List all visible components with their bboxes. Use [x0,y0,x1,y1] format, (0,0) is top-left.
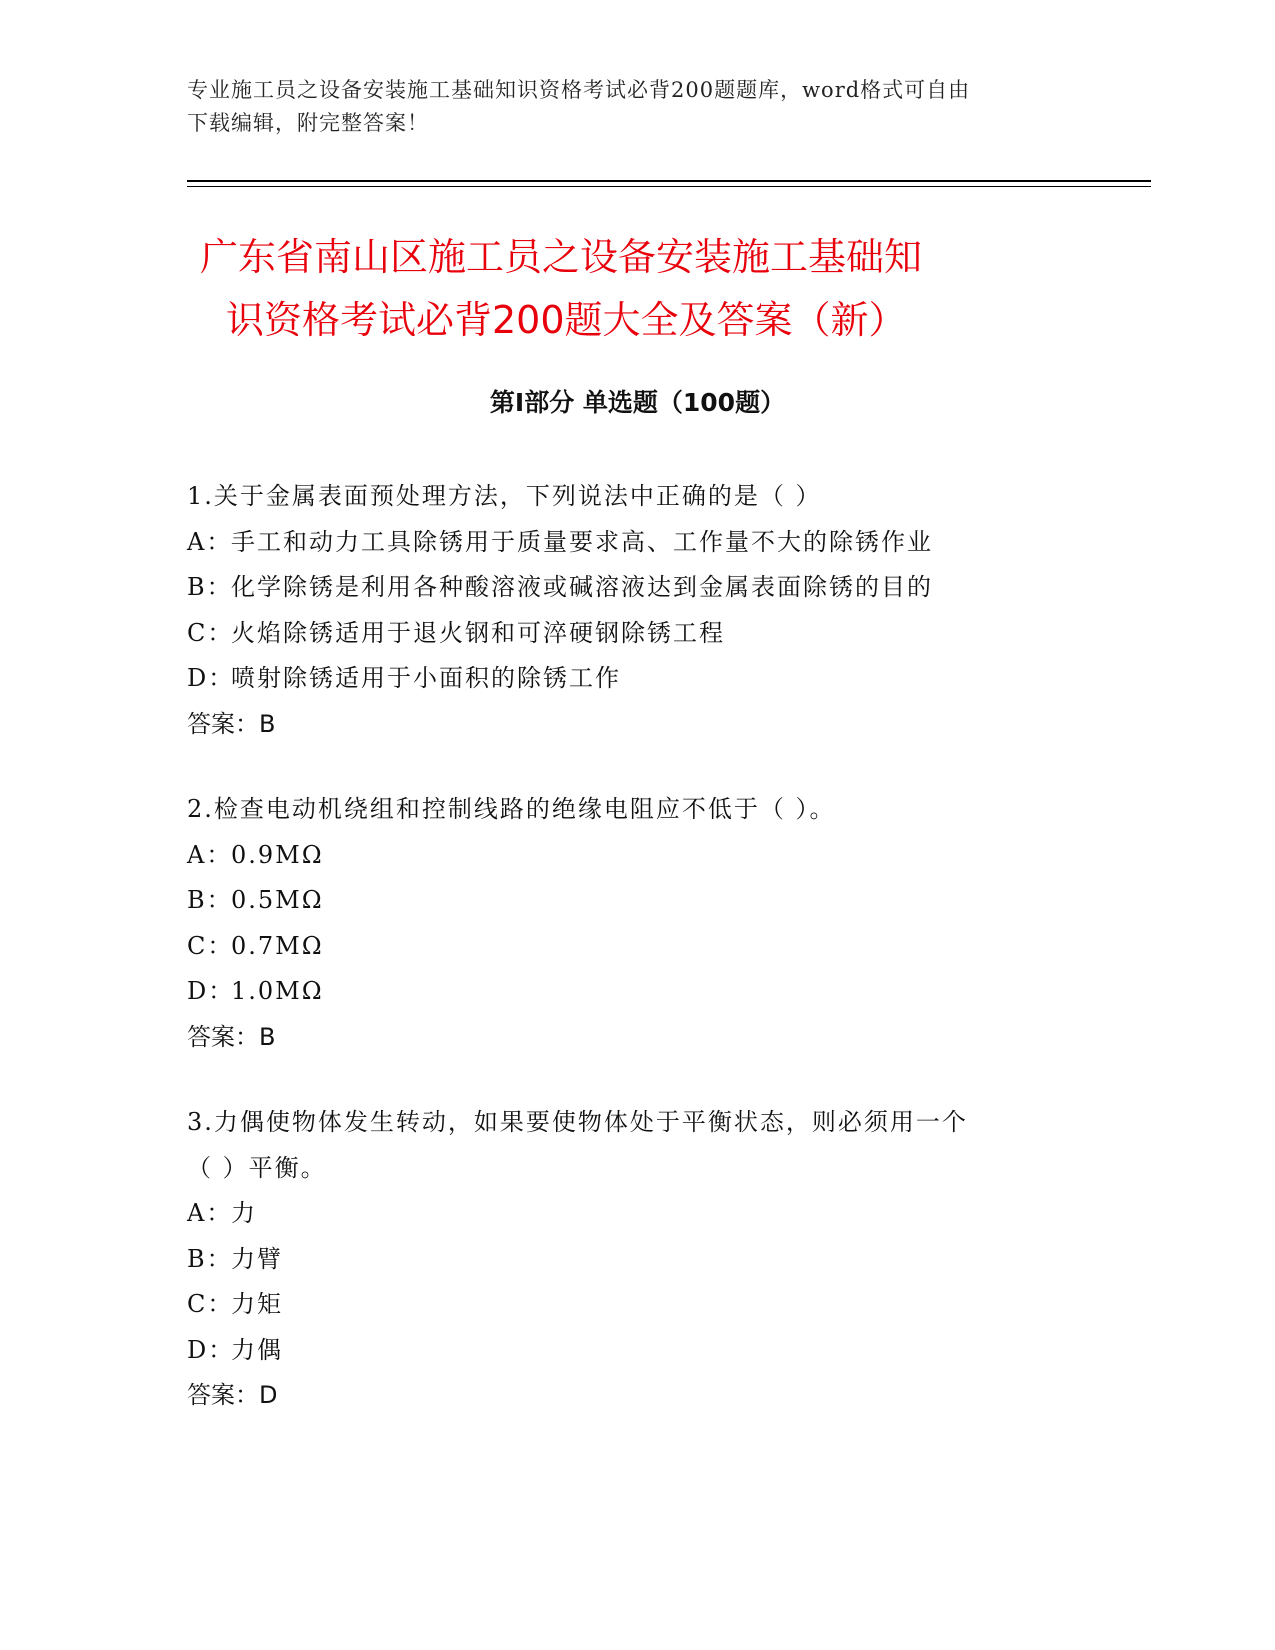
question-stem: 2.检查电动机绕组和控制线路的绝缘电阻应不低于（ ）。 [187,795,836,823]
option-text: 0.5MΩ [231,886,324,914]
question-option [187,878,1087,924]
header-note-line-2: 下载编辑，附完整答案！ [187,111,429,135]
question-option [187,656,1087,702]
header-note [187,74,1067,140]
document-title-line-2: 识资格考试必背200题大全及答案（新） [226,298,907,342]
option-key: B： [187,573,233,601]
question-option [187,611,1087,657]
question-option [187,924,1087,970]
question-answer: 答案：D [187,1381,278,1409]
option-text: 力矩 [231,1290,283,1318]
option-key: D： [187,977,235,1005]
question-stem: （ ）平衡。 [187,1153,327,1182]
question-answer: 答案：B [187,1022,276,1051]
option-text: 力 [231,1199,257,1227]
option-text: 化学除锈是利用各种酸溶液或碱溶液达到金属表面除锈的目的 [231,573,933,601]
option-text: 1.0MΩ [231,977,324,1005]
question-option [187,565,1087,611]
question-answer: 答案：B [187,709,276,738]
question-item [187,1100,1087,1419]
option-key: B： [187,1244,233,1273]
option-text: 喷射除锈适用于小面积的除锈工作 [231,664,621,692]
option-key: A： [187,527,233,556]
question-option [187,520,1087,566]
option-key: A： [187,1199,233,1227]
question-item [187,787,1087,1060]
option-key: C： [187,931,234,960]
question-option [187,1191,1087,1237]
document-title [200,226,1100,352]
question-option [187,1282,1087,1328]
question-stem: 1.关于金属表面预处理方法，下列说法中正确的是（ ） [187,482,822,510]
option-text: 力偶 [231,1335,283,1364]
option-key: B： [187,886,233,914]
question-list [187,474,1087,1459]
option-text: 0.7MΩ [231,931,324,960]
option-text: 火焰除锈适用于退火钢和可淬硬钢除锈工程 [231,618,725,647]
option-key: D： [187,1335,235,1364]
question-option [187,1237,1087,1283]
question-option [187,969,1087,1015]
document-title-line-1: 广东省南山区施工员之设备安装施工基础知 [200,235,923,279]
header-rule-thick [187,180,1151,182]
option-key: D： [187,664,235,692]
question-option [187,833,1087,879]
option-text: 0.9MΩ [231,840,324,869]
question-item [187,474,1087,747]
section-title: 第Ⅰ部分 单选题（100题） [489,388,786,417]
option-text: 手工和动力工具除锈用于质量要求高、工作量不大的除锈作业 [231,527,933,556]
header-note-line-1: 专业施工员之设备安装施工基础知识资格考试必背200题题库，word格式可自由 [187,78,971,102]
option-key: C： [187,618,234,647]
option-key: A： [187,840,233,869]
option-key: C： [187,1290,234,1318]
question-option [187,1328,1087,1374]
header-rule-thin [187,186,1151,187]
question-stem: 3.力偶使物体发生转动，如果要使物体处于平衡状态，则必须用一个 [187,1108,968,1136]
option-text: 力臂 [231,1244,283,1273]
